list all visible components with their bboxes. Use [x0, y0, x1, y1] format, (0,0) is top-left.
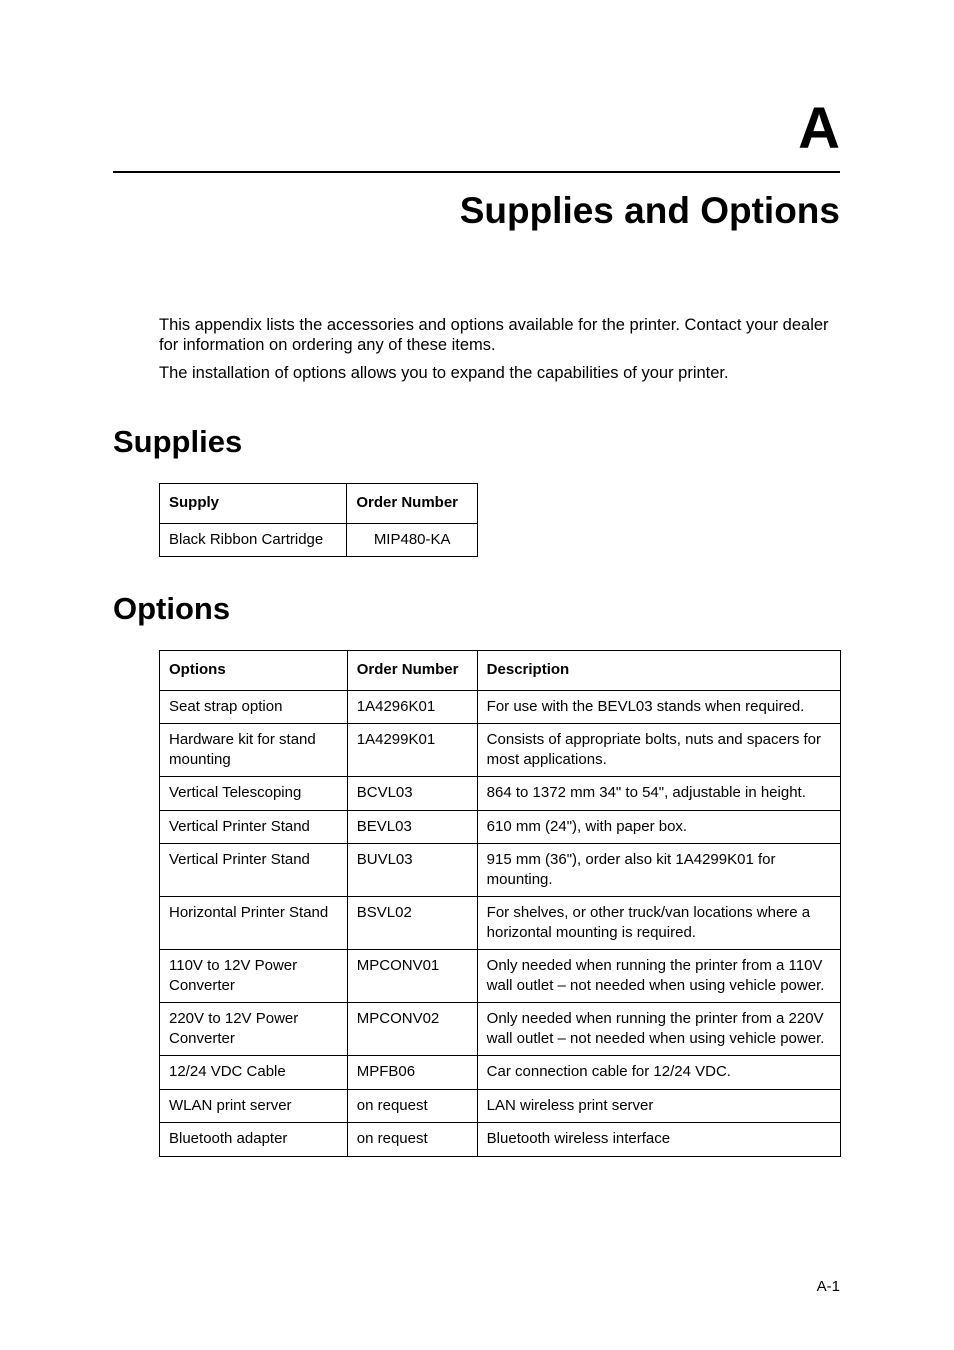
column-header: Options: [160, 651, 348, 691]
table-cell: Hardware kit for stand mounting: [160, 724, 348, 777]
table-cell: 110V to 12V Power Converter: [160, 950, 348, 1003]
table-cell: MPCONV01: [347, 950, 477, 1003]
table-cell: 1A4296K01: [347, 690, 477, 724]
table-cell: For shelves, or other truck/van locations where a horizontal mounting is required.: [477, 897, 840, 950]
table-row: [160, 897, 841, 950]
table-cell: LAN wireless print server: [477, 1089, 840, 1123]
table-row: [160, 1003, 841, 1056]
table-row: [160, 1089, 841, 1123]
table-cell: BEVL03: [347, 810, 477, 844]
supplies-table: [159, 483, 478, 557]
table-cell: Vertical Printer Stand: [160, 844, 348, 897]
table-cell: 1A4299K01: [347, 724, 477, 777]
table-cell: Horizontal Printer Stand: [160, 897, 348, 950]
table-cell: Vertical Printer Stand: [160, 810, 348, 844]
table-row: [160, 810, 841, 844]
table-row: [160, 1056, 841, 1090]
table-row: [160, 690, 841, 724]
table-header-row: [160, 484, 478, 524]
chapter-letter: A: [798, 96, 840, 161]
table-header-row: [160, 651, 841, 691]
table-cell: BUVL03: [347, 844, 477, 897]
table-cell: 12/24 VDC Cable: [160, 1056, 348, 1090]
chapter-divider: [113, 171, 840, 173]
table-cell: BCVL03: [347, 777, 477, 811]
table-cell: Only needed when running the printer from a 220V wall outlet – not needed when using vehicle power.: [477, 1003, 840, 1056]
table-cell: 864 to 1372 mm 34" to 54", adjustable in height.: [477, 777, 840, 811]
table-cell: Seat strap option: [160, 690, 348, 724]
table-cell: Vertical Telescoping: [160, 777, 348, 811]
options-heading: Options: [113, 591, 231, 626]
table-row: [160, 777, 841, 811]
supplies-heading: Supplies: [113, 424, 243, 459]
table-cell: Consists of appropriate bolts, nuts and spacers for most applications.: [477, 724, 840, 777]
table-row: [160, 1123, 841, 1157]
options-table: [159, 650, 841, 1157]
table-cell: Bluetooth wireless interface: [477, 1123, 840, 1157]
column-header: Order Number: [347, 651, 477, 691]
intro-paragraph: This appendix lists the accessories and options available for the printer. Contact your dealer for information on ordering any of these items.: [159, 316, 829, 354]
table-cell: WLAN print server: [160, 1089, 348, 1123]
table-cell: on request: [347, 1123, 477, 1157]
table-row: [160, 523, 478, 557]
column-header: Supply: [160, 484, 347, 524]
table-cell: For use with the BEVL03 stands when required.: [477, 690, 840, 724]
table-row: [160, 724, 841, 777]
table-cell: MPCONV02: [347, 1003, 477, 1056]
chapter-title: Supplies and Options: [459, 190, 840, 231]
table-cell: BSVL02: [347, 897, 477, 950]
table-cell: Bluetooth adapter: [160, 1123, 348, 1157]
table-cell: Car connection cable for 12/24 VDC.: [477, 1056, 840, 1090]
table-cell: on request: [347, 1089, 477, 1123]
column-header: Order Number: [347, 484, 478, 524]
table-cell: 915 mm (36"), order also kit 1A4299K01 for mounting.: [477, 844, 840, 897]
table-cell: 610 mm (24"), with paper box.: [477, 810, 840, 844]
table-row: [160, 844, 841, 897]
intro-text: [159, 315, 841, 391]
page-number: A-1: [816, 1278, 840, 1295]
table-cell: MIP480-KA: [347, 523, 478, 557]
column-header: Description: [477, 651, 840, 691]
table-cell: 220V to 12V Power Converter: [160, 1003, 348, 1056]
intro-paragraph: The installation of options allows you to expand the capabilities of your printer.: [159, 364, 729, 382]
table-row: [160, 950, 841, 1003]
table-cell: MPFB06: [347, 1056, 477, 1090]
table-cell: Black Ribbon Cartridge: [160, 523, 347, 557]
table-cell: Only needed when running the printer from a 110V wall outlet – not needed when using vehicle power.: [477, 950, 840, 1003]
